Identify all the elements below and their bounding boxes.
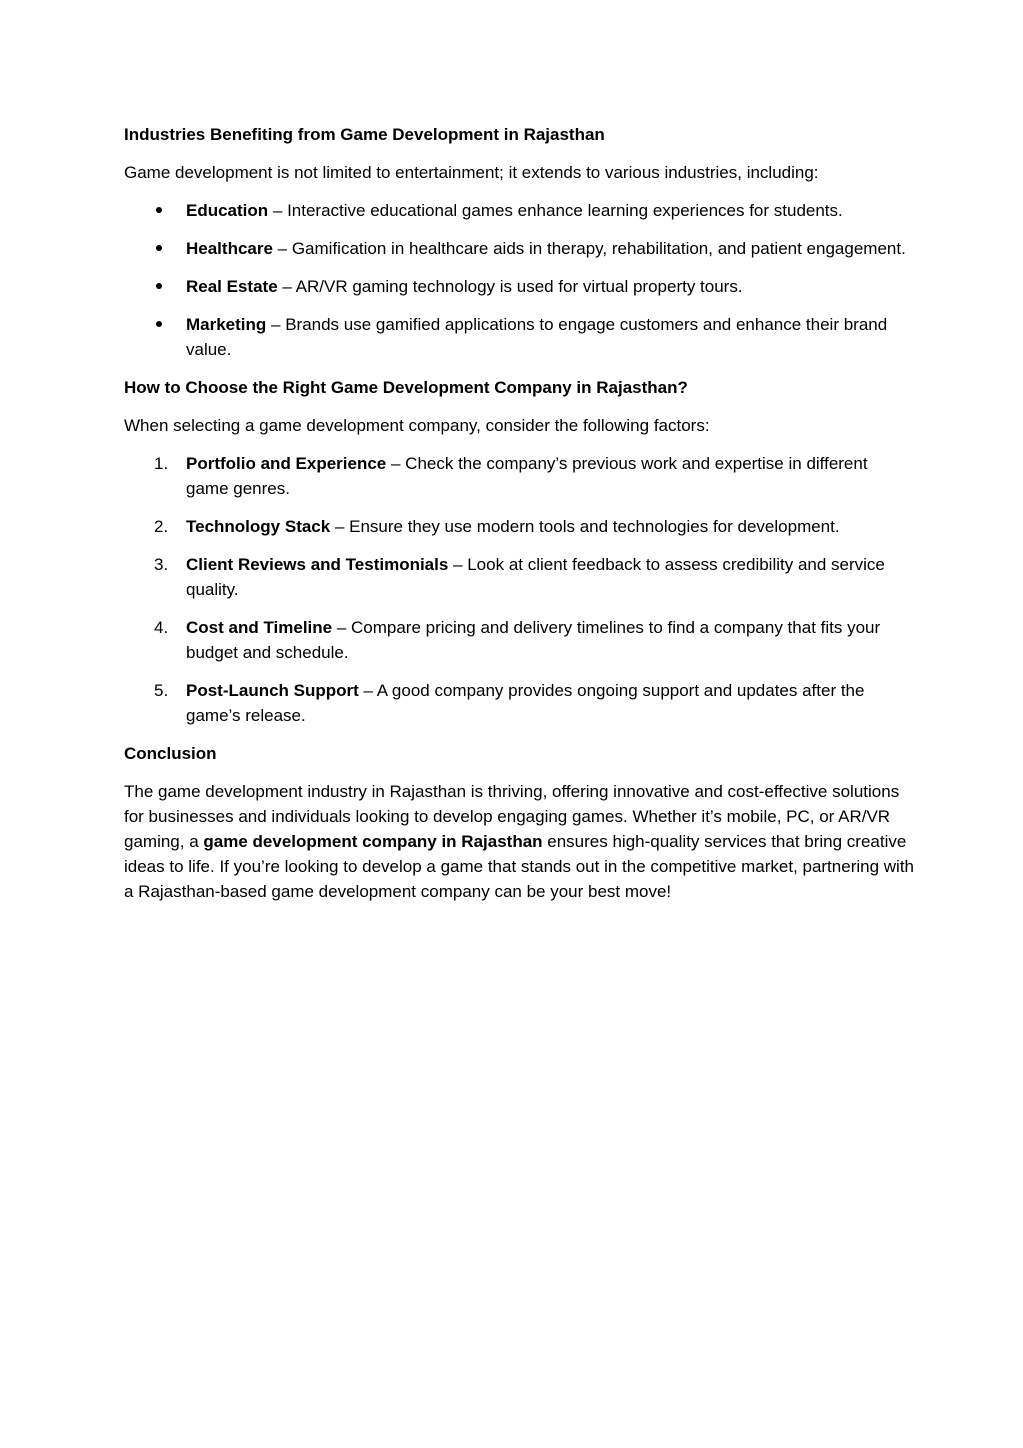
list-item <box>124 678 914 728</box>
list-item-text: – A good company provides ongoing support and updates after the game’s release. <box>186 681 865 725</box>
factors-list <box>124 451 914 728</box>
list-item-term: Marketing <box>186 315 267 334</box>
list-number: 1. <box>154 454 169 473</box>
list-item-term: Healthcare <box>186 239 273 258</box>
list-number: 5. <box>154 681 169 700</box>
list-item <box>124 552 914 602</box>
list-item-term: Education <box>186 201 269 220</box>
list-item-term: Client Reviews and Testimonials <box>186 555 449 574</box>
list-item-text: – Interactive educational games enhance learning experiences for students. <box>268 201 843 220</box>
list-item <box>124 514 914 539</box>
conclusion-keyword: game development company in Rajasthan <box>203 832 543 851</box>
list-item-term: Post-Launch Support <box>186 681 359 700</box>
list-item-term: Portfolio and Experience <box>186 454 387 473</box>
list-number: 3. <box>154 555 169 574</box>
section-heading-conclusion: Conclusion <box>124 744 217 763</box>
list-item-text: – Check the company’s previous work and expertise in different game genres. <box>186 454 868 498</box>
industries-list <box>124 198 914 362</box>
list-item <box>124 198 914 223</box>
list-item-text: – AR/VR gaming technology is used for virtual property tours. <box>277 277 743 296</box>
list-item <box>124 615 914 665</box>
list-item <box>124 312 914 362</box>
conclusion-text-part2: ensures high-quality services that bring creative ideas to life. If you’re looking to develop a game that stands out in the competitive market, partnering with a Rajasthan-based game development company can be your best move! <box>124 832 914 901</box>
list-item-text: – Compare pricing and delivery timelines to find a company that fits your budget and schedule. <box>186 618 881 662</box>
factors-intro: When selecting a game development company, consider the following factors: <box>124 416 710 435</box>
document-page <box>124 122 914 917</box>
conclusion-paragraph <box>124 779 914 904</box>
list-number: 4. <box>154 618 169 637</box>
list-item-text: – Ensure they use modern tools and technologies for development. <box>330 517 840 536</box>
list-item-text: – Brands use gamified applications to engage customers and enhance their brand value. <box>186 315 888 359</box>
list-item-term: Cost and Timeline <box>186 618 333 637</box>
list-item <box>124 274 914 299</box>
list-item-text: – Gamification in healthcare aids in therapy, rehabilitation, and patient engagement. <box>272 239 906 258</box>
list-item <box>124 451 914 501</box>
list-item <box>124 236 914 261</box>
list-item-term: Real Estate <box>186 277 278 296</box>
industries-intro: Game development is not limited to entertainment; it extends to various industries, including: <box>124 163 819 182</box>
list-number: 2. <box>154 517 169 536</box>
list-item-text: – Look at client feedback to assess credibility and service quality. <box>186 555 885 599</box>
section-heading-choose-company: How to Choose the Right Game Development Company in Rajasthan? <box>124 378 688 397</box>
list-item-term: Technology Stack <box>186 517 331 536</box>
conclusion-text-part1: The game development industry in Rajasthan is thriving, offering innovative and cost-effective solutions for businesses and individuals looking to develop engaging games. Whether it’s mobile, PC, or AR/VR gaming, a <box>124 782 900 851</box>
section-heading-industries: Industries Benefiting from Game Development in Rajasthan <box>124 125 605 144</box>
